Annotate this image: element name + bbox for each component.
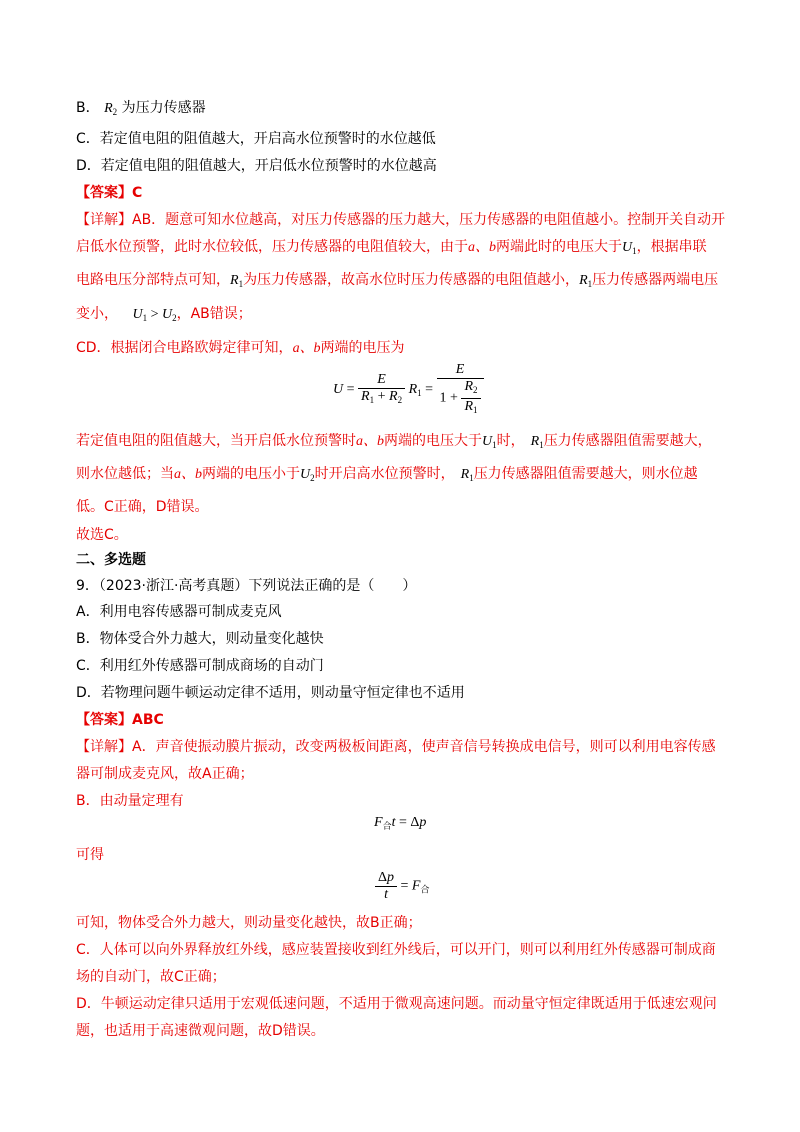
detail-q9-line9: 题，也适用于高速微观问题，故D错误。 <box>76 1023 325 1039</box>
detail-q8-line2: 启低水位预警，此时水位较低，压力传感器的电阻值较大，由于a、b两端此时的电压大于$U_1$，根据串联 <box>76 239 707 256</box>
ohm-law-formula: U = $\frac{E}{R_1 + R_2}$ $R_1$ = E 1 + $\frac{R_2}{R_1}$ <box>333 362 484 418</box>
answer-q8: 【答案】C <box>76 185 143 201</box>
r2-symbol: $R_2$ <box>104 101 118 117</box>
impulse-momentum-formula: $F_合t = \Delta p$ <box>374 815 427 831</box>
detail-q8-line1: 【详解】AB．题意可知水位越高，对压力传感器的压力越大，压力传感器的电阻值越小。控制开关自动开 <box>76 212 726 228</box>
fraction-e-over-compound: E 1 + $\frac{R_2}{R_1}$ <box>437 362 484 418</box>
answer-q9: 【答案】ABC <box>76 712 164 728</box>
fraction-dp-over-t: $\frac{\Delta p}{t}$ <box>375 870 397 903</box>
rate-of-momentum-formula: $\frac{\Delta p}{t}$ = $F_合$ <box>375 870 430 903</box>
conclusion-q8: 故选C。 <box>76 527 128 543</box>
detail-q9-line7: 场的自动门，故C正确； <box>76 969 226 985</box>
detail-q8-line5: CD．根据闭合电路欧姆定律可知，a、b两端的电压为 <box>76 340 405 356</box>
option-a-q9: A．利用电容传感器可制成麦克风 <box>76 604 282 620</box>
fraction-r2-over-r1: $\frac{R_2}{R_1}$ <box>461 379 480 418</box>
detail-q9-line3: B．由动量定理有 <box>76 793 184 809</box>
question-9-stem: 9．（2023·浙江·高考真题）下列说法正确的是（ ） <box>76 578 417 594</box>
option-d-q9: D．若物理问题牛顿运动定律不适用，则动量守恒定律也不适用 <box>76 685 465 701</box>
option-c-q9: C．利用红外传感器可制成商场的自动门 <box>76 658 324 674</box>
option-b-q9: B．物体受合外力越大，则动量变化越快 <box>76 631 324 647</box>
detail-q8-line4: 变小， $U_1 > U_2$，AB错误； <box>76 306 252 323</box>
option-b-q8 <box>76 99 206 121</box>
detail-q8-line6: 若定值电阻的阻值越大，当开启低水位预警时a、b两端的电压大于$U_1$时， $R_1$压力传感器阻值需要越大， <box>76 433 712 450</box>
section-heading-multi-choice: 二、多选题 <box>76 552 146 568</box>
option-b-label: B． <box>76 100 100 116</box>
detail-q9-line4: 可得 <box>76 847 104 863</box>
detail-q9-line5: 可知，物体受合外力越大，则动量变化越快，故B正确； <box>76 915 422 931</box>
option-b-body: 为压力传感器 <box>121 100 206 116</box>
option-c-q8: C．若定值电阻的阻值越大，开启高水位预警时的水位越低 <box>76 131 436 147</box>
r1-symbol: $R_1$ <box>230 273 244 289</box>
option-d-q8: D．若定值电阻的阻值越大，开启低水位预警时的水位越高 <box>76 158 437 174</box>
r1-symbol: $R_1$ <box>579 273 593 289</box>
fraction-e-over-r1-r2: $\frac{E}{R_1 + R_2}$ <box>358 372 405 408</box>
detail-q8-line3: 电路电压分部特点可知，$R_1$为压力传感器，故高水位时压力传感器的电阻值越小，$R_1$压力传感器两端电压 <box>76 272 719 289</box>
ab-symbol: a、b <box>468 240 496 255</box>
u1-symbol: $U_1$ <box>622 240 637 256</box>
detail-q8-line7: 则水位越低；当a、b两端的电压小于$U_2$时开启高水位预警时， $R_1$压力传感器阻值需要越大，则水位越 <box>76 466 698 483</box>
detail-q9-line1: 【详解】A．声音使振动膜片振动，改变两极板间距离，使声音信号转换成电信号，则可以利用电容传感 <box>76 739 716 755</box>
u1-gt-u2: $U_1 > U_2$ <box>132 307 177 323</box>
detail-q9-line2: 器可制成麦克风，故A正确； <box>76 766 254 782</box>
detail-q9-line6: C．人体可以向外界释放红外线，感应装置接收到红外线后，可以开门，则可以利用红外传感器可制成商 <box>76 942 716 958</box>
detail-q8-line8: 低。C正确，D错误。 <box>76 499 209 515</box>
detail-q9-line8: D．牛顿运动定律只适用于宏观低速问题，不适用于微观高速问题。而动量守恒定律既适用于低速宏观问 <box>76 996 717 1012</box>
